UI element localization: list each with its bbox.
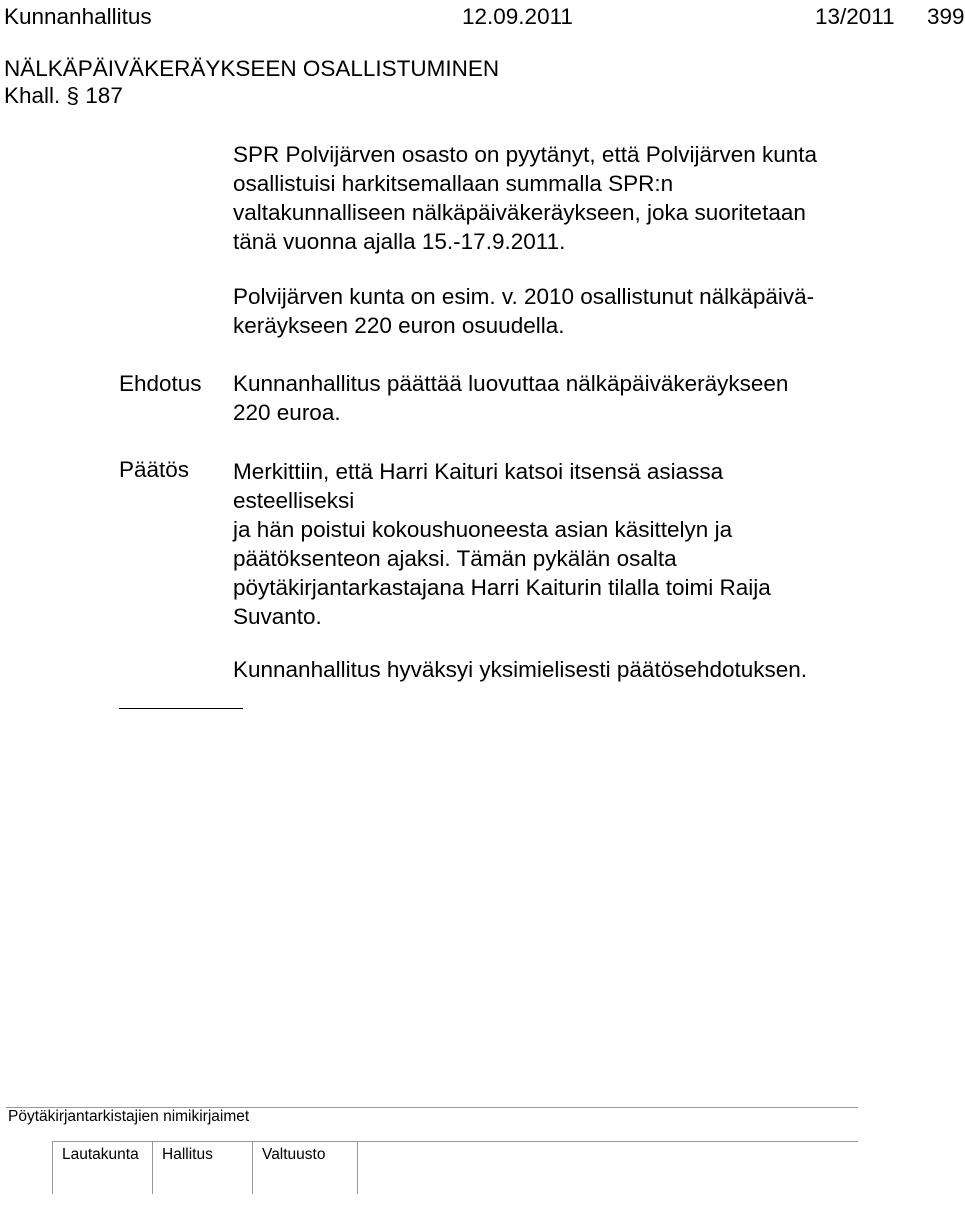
decision-line: ja hän poistui kokoushuoneesta asian käsittelyn ja [233, 517, 733, 542]
header-protocol-number: 13/2011 [815, 4, 895, 29]
decision-line: päätöksenteon ajaksi. Tämän pykälän osalta [233, 546, 677, 571]
footer-cell-hallitus [152, 1141, 252, 1194]
proposal-label: Ehdotus [119, 371, 202, 396]
final-decision-line: Kunnanhallitus hyväksyi yksimielisesti päätösehdotuksen. [233, 657, 808, 682]
decision-paragraph [233, 457, 933, 631]
footer-cell-lautakunta [52, 1141, 152, 1194]
header-page-number: 399 [927, 4, 965, 29]
final-decision [233, 655, 933, 684]
intro-line: SPR Polvijärven osasto on pyytänyt, että Polvijärven kunta [233, 142, 818, 167]
section-end-divider [119, 708, 243, 709]
footer-cell-label: Hallitus [162, 1146, 213, 1163]
decision-line: pöytäkirjantarkastajana Harri Kaiturin tilalla toimi Raija [233, 575, 771, 600]
decision-line: Merkittiin, että Harri Kaituri katsoi itsensä asiassa [233, 459, 724, 484]
intro-line: tänä vuonna ajalla 15.-17.9.2011. [233, 229, 566, 254]
proposal-paragraph [233, 369, 933, 427]
footer-cell-label: Valtuusto [262, 1146, 326, 1163]
footer-title: Pöytäkirjantarkistajien nimikirjaimet [8, 1108, 250, 1125]
header-organ: Kunnanhallitus [4, 4, 152, 29]
proposal-line: Kunnanhallitus päättää luovuttaa nälkäpäiväkeräykseen [233, 371, 789, 396]
decision-line: esteelliseksi [233, 488, 355, 513]
footer-cell-label: Lautakunta [62, 1146, 139, 1163]
intro-line: osallistuisi harkitsemallaan summalla SPR:n [233, 171, 674, 196]
footer-initials-boxes [52, 1141, 858, 1194]
section-number: Khall. § 187 [4, 83, 123, 108]
document-title: NÄLKÄPÄIVÄKERÄYKSEEN OSALLISTUMINEN [4, 56, 500, 81]
proposal-line: 220 euroa. [233, 400, 341, 425]
background-paragraph [233, 282, 933, 340]
background-line: Polvijärven kunta on esim. v. 2010 osallistunut nälkäpäivä- [233, 284, 815, 309]
footer-cell-valtuusto [252, 1141, 358, 1194]
intro-paragraph [233, 140, 933, 256]
header-date: 12.09.2011 [462, 4, 573, 29]
background-line: keräykseen 220 euron osuudella. [233, 313, 565, 338]
decision-line: Suvanto. [233, 604, 322, 629]
intro-line: valtakunnalliseen nälkäpäiväkeräykseen, joka suoritetaan [233, 200, 806, 225]
decision-label: Päätös [119, 457, 190, 482]
